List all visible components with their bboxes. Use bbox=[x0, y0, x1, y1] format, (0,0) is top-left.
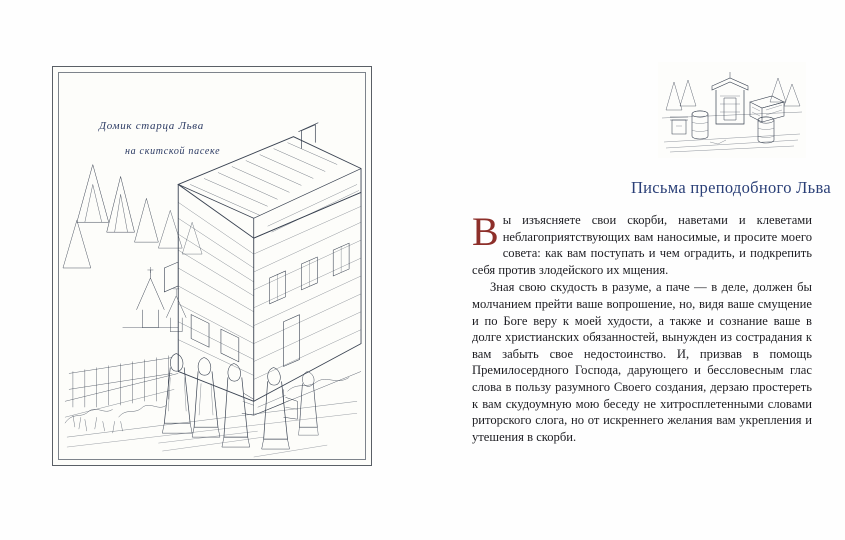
paragraph: Зная свою скудость в разуме, а паче — в деле, должен бы молчанием прейти ваше вопрошение, но, видя ваше смущение и по Боге веру к моей худости, а также и сознание ваше в долге христианских обязанностей, вынужден из сострадания к вам забыть свое недостоинство. И, призвав в помощь Премилосердного Господа, дарующего и бессловесным глас слова в пользу разумного Своего создания, дерзаю простереть к вам скудоумную мою беседу не хитросплетенными словами риторского слога, но от искреннего желания вам укрепления и утешения в скорби. bbox=[472, 280, 812, 444]
illustration-frame bbox=[52, 66, 372, 466]
page-title: Письма преподобного Льва bbox=[630, 178, 831, 197]
body-text bbox=[472, 209, 812, 445]
drop-cap: В bbox=[472, 209, 499, 254]
left-page bbox=[0, 0, 422, 540]
caption-line-2: на скитской пасеке bbox=[125, 145, 221, 157]
illustration-plate bbox=[59, 73, 365, 459]
right-page bbox=[422, 0, 845, 540]
apiary-vignette bbox=[658, 62, 806, 158]
caption-line-1: Домик старца Льва bbox=[99, 120, 204, 132]
paragraph: ы изъясняете свои скорби, наветами и клеветами неблагоприятствующих вам наносимые, и просите моего совета: как вам поступать и чем оградить, и подкрепить себя против злодейского их мщения. bbox=[472, 213, 812, 277]
beehive-sketch-icon bbox=[658, 62, 806, 158]
monastery-house-drawing-icon bbox=[59, 73, 365, 459]
